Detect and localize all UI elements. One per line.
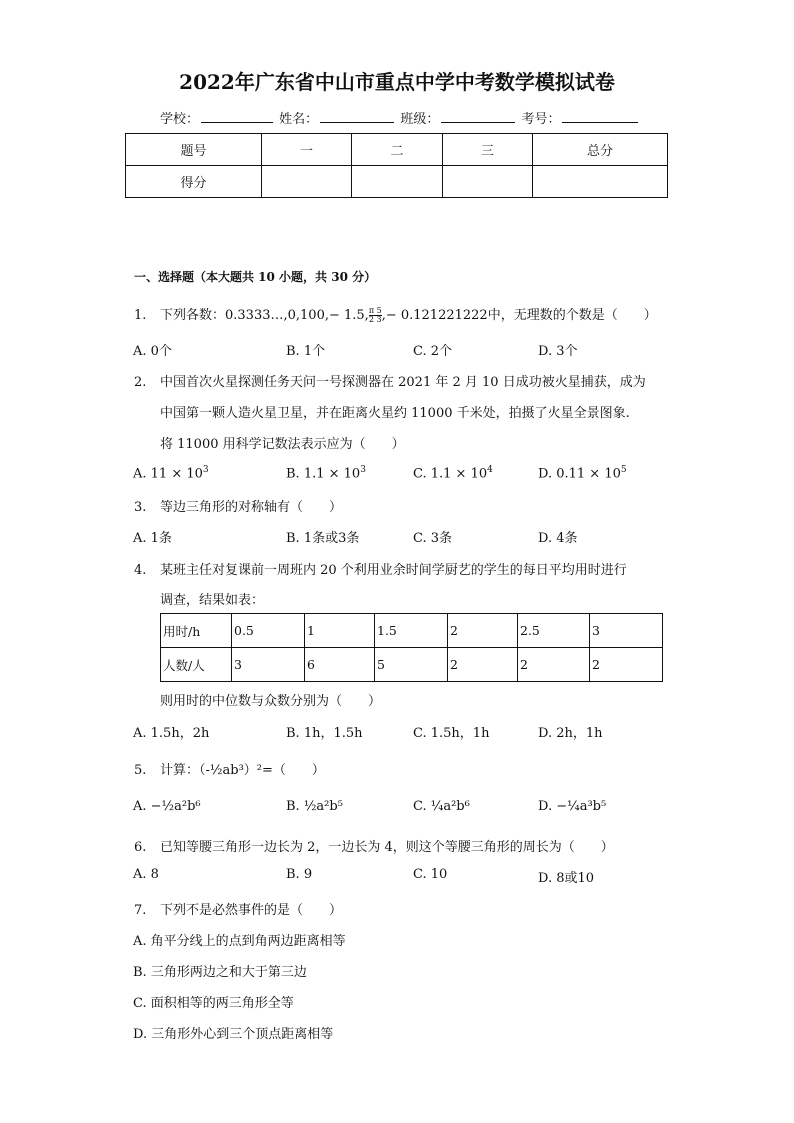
school-blank[interactable] <box>201 110 273 123</box>
question-text: 下列各数：0.3333…,0,100,− 1.5, <box>160 308 369 323</box>
question-text: 调查，结果如表： <box>160 593 265 608</box>
student-info-line <box>160 108 640 127</box>
question-number: 3. <box>134 500 147 515</box>
table-cell: 5 <box>375 648 448 682</box>
score-table <box>125 133 668 198</box>
score-header-cell: 题号 <box>126 134 262 166</box>
table-cell: 2 <box>518 648 590 682</box>
table-row <box>161 648 663 682</box>
section-heading: 一、选择题（本大题共 10 小题，共 30 分） <box>134 270 377 284</box>
class-blank[interactable] <box>441 110 515 123</box>
table-cell: 3 <box>232 648 305 682</box>
question-number: 6. <box>134 840 147 855</box>
option-a[interactable]: A. 8 <box>133 867 159 882</box>
option-a[interactable] <box>133 465 209 481</box>
question-1 <box>134 304 657 324</box>
question-number: 4. <box>134 563 147 578</box>
page-title: 2022年广东省中山市重点中学中考数学模拟试卷 <box>179 70 615 94</box>
score-cell[interactable] <box>262 166 352 198</box>
fraction <box>369 307 382 324</box>
option-b[interactable]: B. 1h，1.5h <box>286 726 363 741</box>
score-row <box>126 166 668 198</box>
question-text: 中国第一颗人造火星卫星，并在距离火星约 11000 千米处，拍摄了火星全景图象. <box>160 406 630 421</box>
exponent: 5 <box>620 465 627 475</box>
table-cell: 1 <box>305 614 375 648</box>
score-header-cell: 三 <box>443 134 533 166</box>
question-2 <box>134 371 646 390</box>
option-c[interactable] <box>413 465 493 481</box>
option-text: D. 0.11 × 10 <box>538 466 621 482</box>
question-text: 某班主任对复课前一周班内 20 个利用业余时间学厨艺的学生的每日平均用时进行 <box>160 563 627 578</box>
option-text: C. 1.1 × 10 <box>413 466 488 482</box>
option-c[interactable]: C. 面积相等的两三角形全等 <box>133 996 294 1011</box>
table-cell: 2 <box>448 614 518 648</box>
option-d[interactable]: D. 4条 <box>538 531 578 546</box>
exam-no-label: 考号： <box>521 112 561 127</box>
option-d[interactable]: D. 3个 <box>538 344 578 359</box>
exam-no-blank[interactable] <box>562 110 638 123</box>
question-text: ,− 0.121221222中，无理数的个数是（ ） <box>381 308 657 323</box>
table-cell: 3 <box>590 614 663 648</box>
fraction-denominator: 2 3 <box>368 315 382 324</box>
name-label: 姓名： <box>279 112 319 127</box>
table-cell: 2 <box>590 648 663 682</box>
option-d[interactable]: D. 三角形外心到三个顶点距离相等 <box>133 1027 334 1042</box>
question-text: 则用时的中位数与众数分别为（ ） <box>160 694 382 709</box>
exponent: 3 <box>360 465 366 475</box>
question-text: 计算：（-½ab³）²=（ ） <box>160 763 325 778</box>
table-row <box>161 614 663 648</box>
question-5 <box>134 759 325 778</box>
question-number: 1. <box>134 308 147 323</box>
question-text: 中国首次火星探测任务天问一号探测器在 2021 年 2 月 10 日成功被火星捕获，成为 <box>160 375 646 390</box>
table-cell: 人数/人 <box>161 648 232 682</box>
score-header-cell: 总分 <box>533 134 668 166</box>
option-text: B. 1.1 × 10 <box>286 466 361 482</box>
option-d[interactable] <box>538 465 627 481</box>
question-4 <box>134 559 627 578</box>
option-a[interactable]: A. 0个 <box>133 344 172 359</box>
table-cell: 用时/h <box>161 614 232 648</box>
school-label: 学校： <box>160 112 200 127</box>
option-b[interactable] <box>286 465 366 481</box>
exponent: 4 <box>487 465 493 475</box>
question-text: 下列不是必然事件的是（ ） <box>160 903 343 918</box>
question-text: 已知等腰三角形一边长为 2，一边长为 4，则这个等腰三角形的周长为（ ） <box>160 840 614 855</box>
question-text: 将 11000 用科学记数法表示应为（ ） <box>160 437 405 452</box>
score-header-row <box>126 134 668 166</box>
option-a[interactable]: A. 1.5h，2h <box>133 726 210 741</box>
table-cell: 2.5 <box>518 614 590 648</box>
option-b[interactable]: B. 1个 <box>286 344 326 359</box>
question-text: 等边三角形的对称轴有（ ） <box>160 500 343 515</box>
table-cell: 0.5 <box>232 614 305 648</box>
score-row-label: 得分 <box>126 166 262 198</box>
option-c[interactable]: C. 3条 <box>413 531 453 546</box>
option-c[interactable]: C. 1.5h，1h <box>413 726 490 741</box>
fraction-numerator: π 5 <box>368 306 382 315</box>
question-number: 7. <box>134 903 147 918</box>
table-cell: 1.5 <box>375 614 448 648</box>
option-b[interactable]: B. 9 <box>286 867 313 882</box>
score-cell[interactable] <box>533 166 668 198</box>
option-c[interactable]: C. 10 <box>413 867 448 882</box>
question-7 <box>134 899 342 918</box>
option-d[interactable]: D. 8或10 <box>538 871 595 886</box>
question-3 <box>134 496 342 515</box>
question-6 <box>134 836 614 855</box>
option-a[interactable]: A. 1条 <box>133 531 172 546</box>
option-b[interactable]: B. 三角形两边之和大于第三边 <box>133 965 307 980</box>
exponent: 3 <box>202 465 209 475</box>
option-a[interactable]: A. 角平分线上的点到角两边距离相等 <box>133 934 346 949</box>
name-blank[interactable] <box>320 110 394 123</box>
option-b[interactable]: B. ½a²b⁵ <box>286 799 343 814</box>
option-text: A. 11 × 10 <box>133 466 203 482</box>
score-cell[interactable] <box>443 166 533 198</box>
option-b[interactable]: B. 1条或3条 <box>286 531 360 546</box>
score-header-cell: 一 <box>262 134 352 166</box>
question-number: 5. <box>134 763 147 778</box>
time-data-table <box>160 613 663 682</box>
table-cell: 6 <box>305 648 375 682</box>
option-d[interactable]: D. 2h，1h <box>538 726 603 741</box>
question-number: 2. <box>134 375 147 390</box>
option-a[interactable]: A. −½a²b⁶ <box>133 799 201 814</box>
table-cell: 2 <box>448 648 518 682</box>
option-c[interactable]: C. 2个 <box>413 344 453 359</box>
option-d[interactable]: D. −¼a³b⁵ <box>538 799 607 814</box>
option-c[interactable]: C. ¼a²b⁶ <box>413 799 470 814</box>
class-label: 班级： <box>400 112 440 127</box>
score-header-cell: 二 <box>352 134 443 166</box>
score-cell[interactable] <box>352 166 443 198</box>
